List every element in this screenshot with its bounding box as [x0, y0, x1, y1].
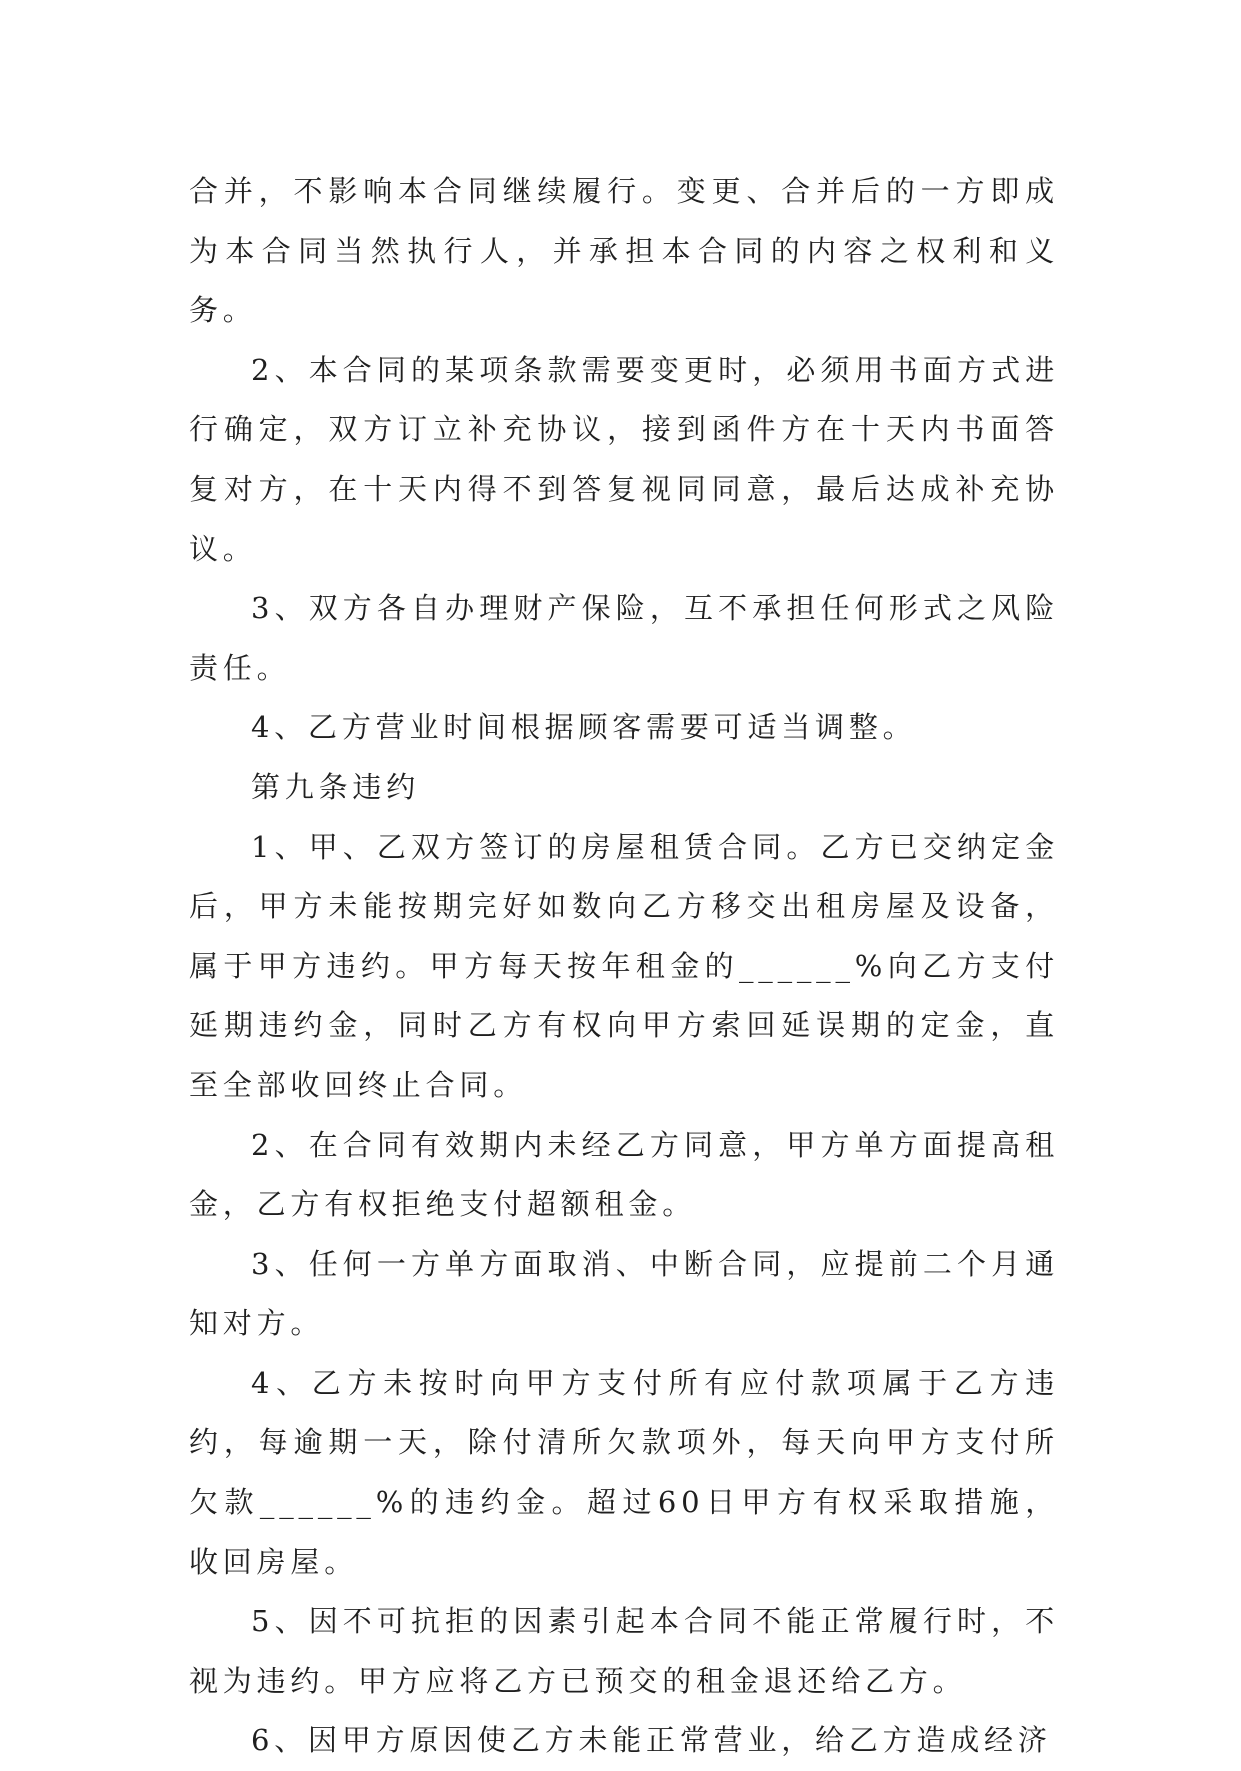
- breach-clause-6-paragraph: 6、因甲方原因使乙方未能正常营业，给乙方造成经济: [251, 1723, 1052, 1758]
- breach-clause-2-paragraph: 2、在合同有效期内未经乙方同意，甲方单方面提高租金，乙方有权拒绝支付超额租金。: [189, 1127, 1059, 1222]
- document-page: [189, 162, 1059, 1771]
- breach-clause-1-paragraph: 1、甲、乙双方签订的房屋租赁合同。乙方已交纳定金后，甲方未能按期完好如数向乙方移交出租房屋及设备，属于甲方违约。甲方每天按年租金的______%向乙方支付延期违约金，同时乙方有权向甲方索回延误期的定金，直至全部收回终止合同。: [189, 829, 1059, 1102]
- article-heading: 第九条违约: [251, 769, 421, 804]
- clause-4-paragraph: 4、乙方营业时间根据顾客需要可适当调整。: [251, 710, 917, 745]
- paragraph-continuation: 合并，不影响本合同继续履行。变更、合并后的一方即成为本合同当然执行人，并承担本合同的内容之权利和义务。: [189, 174, 1059, 328]
- breach-clause-4-paragraph: 4、乙方未按时向甲方支付所有应付款项属于乙方违约，每逾期一天，除付清所欠款项外，每天向甲方支付所欠款______%的违约金。超过60日甲方有权采取措施，收回房屋。: [189, 1365, 1059, 1579]
- clause-3-paragraph: 3、双方各自办理财产保险，互不承担任何形式之风险责任。: [189, 591, 1059, 685]
- breach-clause-5-paragraph: 5、因不可抗拒的因素引起本合同不能正常履行时，不视为违约。甲方应将乙方已预交的租金退还给乙方。: [189, 1604, 1059, 1698]
- breach-clause-3-paragraph: 3、任何一方单方面取消、中断合同，应提前二个月通知对方。: [189, 1246, 1059, 1341]
- clause-2-paragraph: 2、本合同的某项条款需要变更时，必须用书面方式进行确定，双方订立补充协议，接到函件方在十天内书面答复对方，在十天内得不到答复视同同意，最后达成补充协议。: [189, 352, 1059, 566]
